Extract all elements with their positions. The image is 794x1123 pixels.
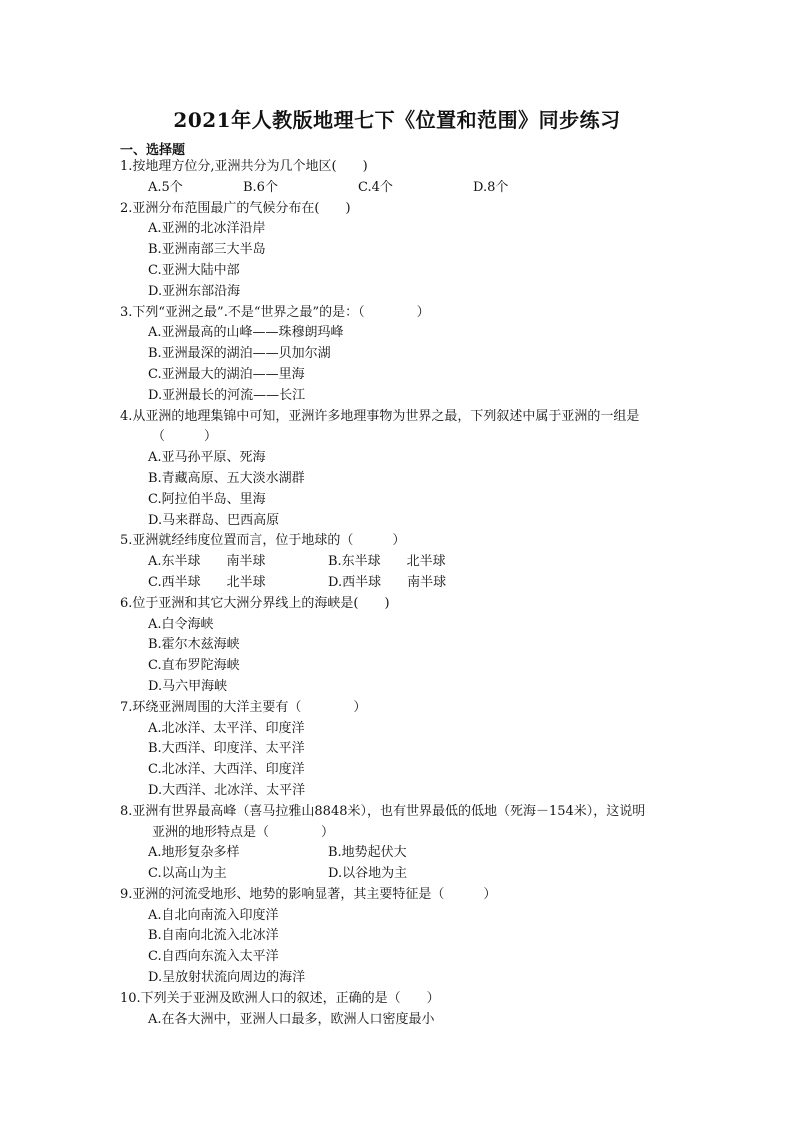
question-8-option-b: B.地势起伏大 <box>328 845 407 861</box>
question-3-option-d: D.亚洲最长的河流——长江 <box>148 387 306 403</box>
question-4-option-b: B.青藏高原、五大淡水湖群 <box>148 470 305 486</box>
question-9-stem: 9.亚洲的河流受地形、地势的影响显著，其主要特征是（ ） <box>120 886 497 902</box>
question-4-option-a: A.亚马孙平原、死海 <box>148 450 266 466</box>
question-4-option-c: C.阿拉伯半岛、里海 <box>148 491 266 507</box>
question-9-option-b: B.自南向北流入北冰洋 <box>148 928 279 944</box>
question-6-option-c: C.直布罗陀海峡 <box>148 658 240 674</box>
question-2-option-b: B.亚洲南部三大半岛 <box>148 242 266 258</box>
question-7-option-c: C.北冰洋、大西洋、印度洋 <box>148 762 305 778</box>
question-5-option-d: D.西半球 南半球 <box>328 574 447 590</box>
question-2-stem: 2.亚洲分布范围最广的气候分布在( ) <box>120 200 351 216</box>
question-8-option-c: C.以高山为主 <box>148 866 227 882</box>
question-7-option-b: B.大西洋、印度洋、太平洋 <box>148 741 305 757</box>
question-8-options-row-2 <box>120 864 710 885</box>
question-4-option-d: D.马来群岛、巴西高原 <box>148 512 280 528</box>
question-1-stem: 1.按地理方位分,亚洲共分为几个地区( ) <box>120 159 368 174</box>
question-2-option-a: A.亚洲的北冰洋沿岸 <box>148 221 266 237</box>
question-5-option-c: C.西半球 北半球 <box>148 574 266 590</box>
question-1-option-b: B.6个 <box>243 179 278 195</box>
question-5-option-a: A.东半球 南半球 <box>148 554 266 570</box>
question-2-option-c: C.亚洲大陆中部 <box>148 262 240 278</box>
question-8-stem: 8.亚洲有世界最高峰（喜马拉雅山8848米），也有世界最低的低地（死海－154米），这说明 <box>120 803 646 819</box>
question-5-option-b: B.东半球 北半球 <box>328 554 446 570</box>
question-4-stem: 4.从亚洲的地理集锦中可知，亚洲许多地理事物为世界之最，下列叙述中属于亚洲的一组是 <box>120 408 640 424</box>
question-10-option-a: A.在各大洲中，亚洲人口最多，欧洲人口密度最小 <box>148 1011 435 1027</box>
question-6-stem: 6.位于亚洲和其它大洲分界线上的海峡是( ) <box>120 595 390 611</box>
question-8-option-d: D.以谷地为主 <box>328 866 408 882</box>
question-3-option-b: B.亚洲最深的湖泊——贝加尔湖 <box>148 346 331 362</box>
question-1-option-d: D.8个 <box>473 179 509 195</box>
question-3-stem: 3.下列“亚洲之最”.不是“世界之最”的是：（ ） <box>120 304 430 320</box>
question-10-stem: 10.下列关于亚洲及欧洲人口的叙述，正确的是（ ） <box>120 990 440 1006</box>
question-list <box>120 157 710 1030</box>
question-8-option-a: A.地形复杂多样 <box>148 845 240 861</box>
question-9-option-d: D.呈放射状流向周边的海洋 <box>148 970 306 986</box>
question-5-stem: 5.亚洲就经纬度位置而言，位于地球的（ ） <box>120 533 406 549</box>
section-heading: 一、选择题 <box>120 143 186 158</box>
question-3-option-c: C.亚洲最大的湖泊——里海 <box>148 366 305 382</box>
question-1-option-a: A.5个 <box>148 179 183 195</box>
question-7-option-d: D.大西洋、北冰洋、太平洋 <box>148 782 306 798</box>
question-4-stem-continued: （ ） <box>152 429 218 445</box>
question-8-options-row-1 <box>120 843 710 864</box>
page-title: 2021年人教版地理七下《位置和范围》同步练习 <box>173 108 621 132</box>
question-1-options <box>120 178 710 199</box>
question-7-option-a: A.北冰洋、太平洋、印度洋 <box>148 720 305 736</box>
question-6-option-d: D.马六甲海峡 <box>148 678 228 694</box>
question-6-option-a: A.白令海峡 <box>148 616 214 632</box>
question-5-options-row-2 <box>120 573 710 594</box>
question-7-stem: 7.环绕亚洲周围的大洋主要有（ ） <box>120 699 367 715</box>
question-5-options-row-1 <box>120 552 710 573</box>
question-9-option-c: C.自西向东流入太平洋 <box>148 949 279 965</box>
question-1-option-c: C.4个 <box>358 179 393 195</box>
question-9-option-a: A.自北向南流入印度洋 <box>148 907 279 923</box>
question-2-option-d: D.亚洲东部沿海 <box>148 283 241 299</box>
question-6-option-b: B.霍尔木兹海峡 <box>148 637 240 653</box>
question-3-option-a: A.亚洲最高的山峰——珠穆朗玛峰 <box>148 325 344 341</box>
question-8-stem-continued: 亚洲的地形特点是（ ） <box>152 824 335 840</box>
